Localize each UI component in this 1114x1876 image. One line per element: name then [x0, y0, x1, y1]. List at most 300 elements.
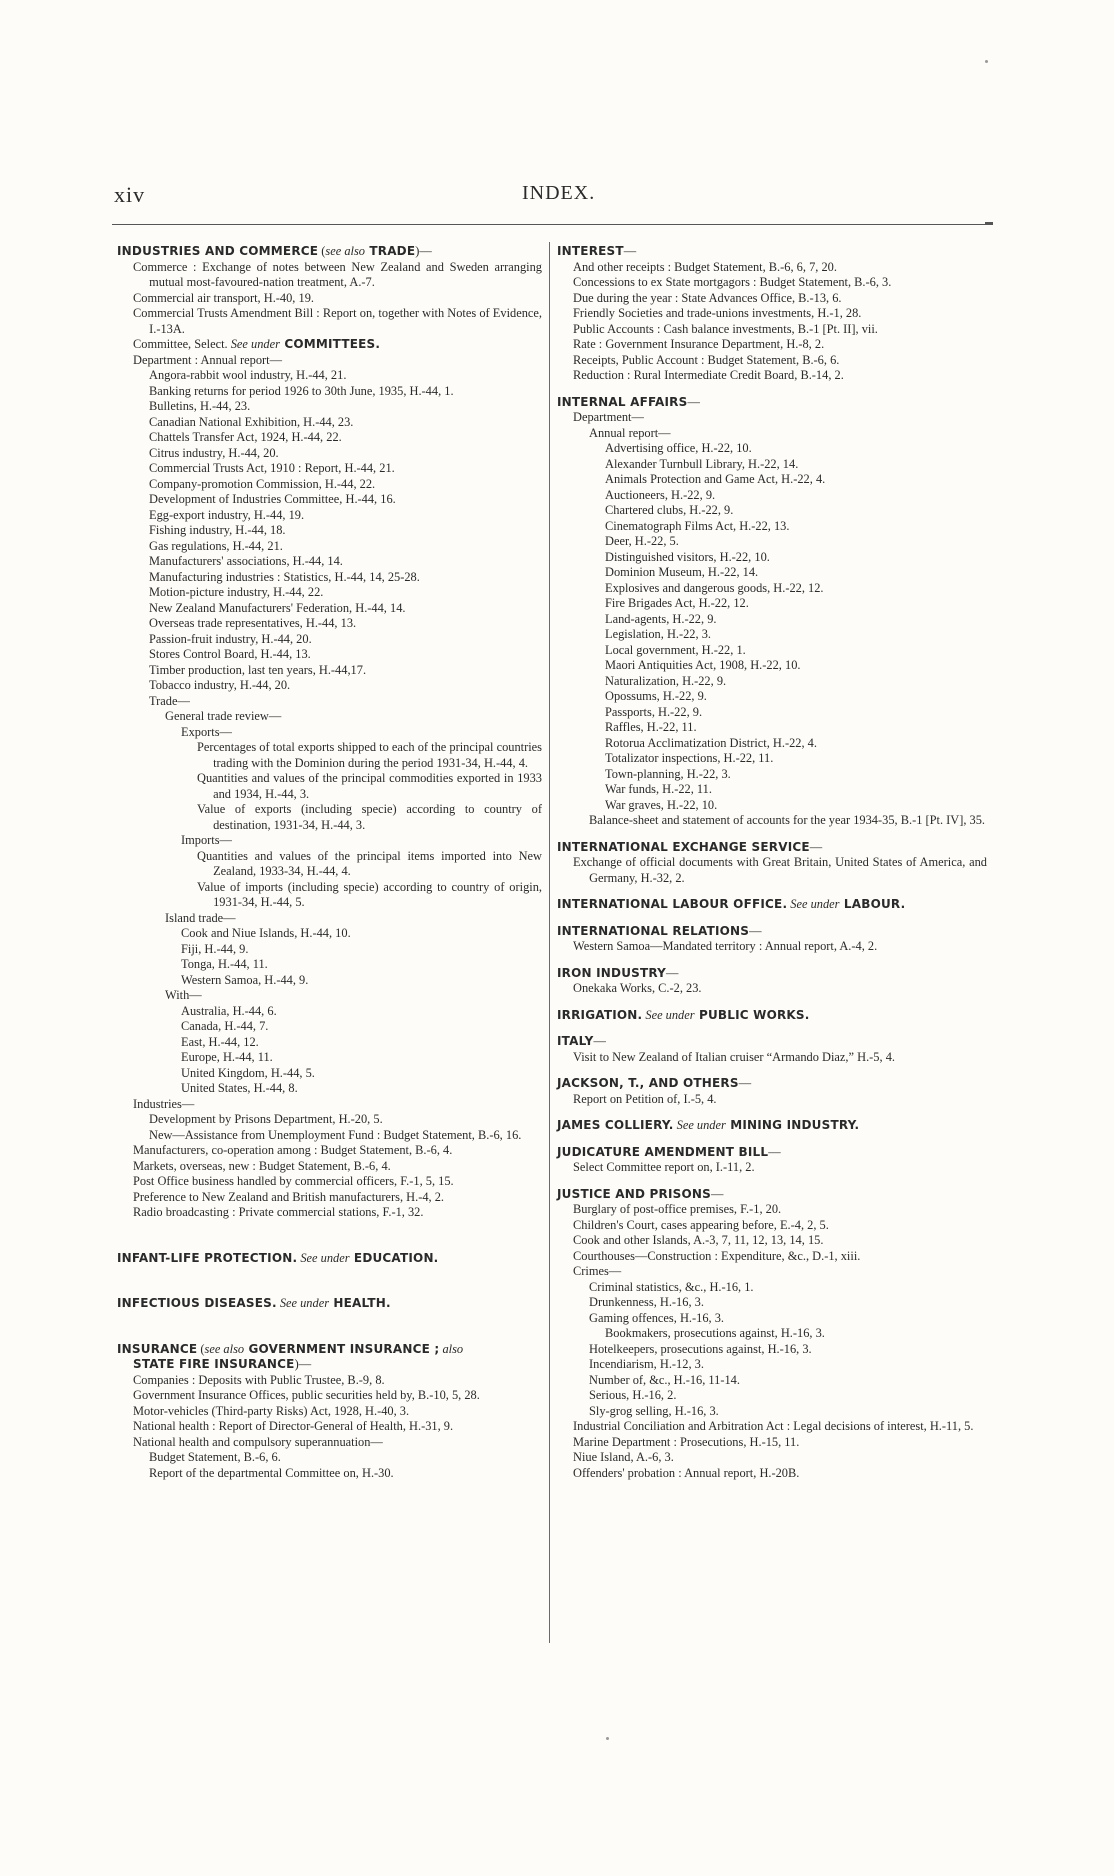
sub-entry	[573, 1160, 987, 1176]
sub-entry	[605, 488, 987, 504]
sub-entry-text: Development of Industries Committee, H.-44, 16.	[149, 492, 396, 506]
sub-entry	[181, 1050, 542, 1066]
sub-entry-text: Value of imports (including specie) according to country of origin, 1931-34, H.-44, 5.	[197, 879, 542, 909]
sub-entry	[149, 384, 542, 400]
sub-entry-text: Onekaka Works, C.-2, 23.	[573, 981, 702, 995]
sub-entry	[605, 751, 987, 767]
sub-entry	[589, 1280, 987, 1296]
sub-entry	[589, 1342, 987, 1358]
cross-ref-heading: TRADE	[364, 244, 416, 258]
heading-text: IRRIGATION.	[557, 1007, 643, 1022]
sub-entry	[573, 1202, 987, 1218]
sub-entry-text: Preference to New Zealand and British manufacturers, H.-4, 2.	[133, 1189, 445, 1204]
sub-entry-text: War funds, H.-22, 11.	[605, 782, 712, 796]
sub-entry	[573, 1233, 987, 1249]
sub-entry-text: Number of, &c., H.-16, 11-14.	[589, 1372, 740, 1387]
sub-entry	[181, 1081, 542, 1097]
index-entry	[557, 1034, 987, 1065]
paper-speck	[985, 60, 988, 63]
sub-entry-text: Motor-vehicles (Third-party Risks) Act, 1928, H.-40, 3.	[133, 1403, 410, 1418]
sub-entry	[573, 337, 987, 353]
sub-entry-text: Chartered clubs, H.-22, 9.	[605, 503, 734, 517]
sub-entry-text: Totalizator inspections, H.-22, 11.	[605, 751, 774, 765]
heading-text: ITALY	[557, 1034, 594, 1048]
index-entry	[117, 244, 542, 1221]
sub-entry-text: Rotorua Acclimatization District, H.-22, 4.	[605, 735, 817, 750]
sub-entry	[605, 705, 987, 721]
sub-entry-text: Egg-export industry, H.-44, 19.	[149, 507, 305, 522]
sub-entry-text: Companies : Deposits with Public Trustee, B.-9, 8.	[133, 1372, 385, 1387]
sub-entry	[149, 1466, 542, 1482]
sub-entry-text: Timber production, last ten years, H.-44,17.	[149, 662, 367, 677]
sub-entry	[605, 441, 987, 457]
sub-entry	[573, 1092, 987, 1108]
sub-entry-text: Deer, H.-22, 5.	[605, 534, 679, 548]
sub-entry-text: Distinguished visitors, H.-22, 10.	[605, 549, 770, 564]
sub-entry	[149, 477, 542, 493]
sub-entry	[149, 554, 542, 570]
sub-entry-text: Radio broadcasting : Private commercial stations, F.-1, 32.	[133, 1205, 424, 1219]
sub-entry	[605, 767, 987, 783]
sub-entry	[149, 461, 542, 477]
sub-entry	[197, 771, 542, 802]
sub-entry	[165, 911, 542, 927]
sub-entry	[149, 399, 542, 415]
sub-entry-text: Due during the year : State Advances Office, B.-13, 6.	[573, 290, 842, 305]
sub-entry	[573, 1450, 987, 1466]
sub-entry	[573, 306, 987, 322]
sub-entry-text: Incendiarism, H.-12, 3.	[589, 1357, 704, 1371]
entry-heading	[557, 395, 987, 411]
sub-entry	[181, 1035, 542, 1051]
sub-entry	[573, 939, 987, 955]
sub-entry	[605, 596, 987, 612]
sub-entry-text: Annual report—	[589, 425, 671, 440]
heading-dash: —	[666, 965, 679, 980]
sub-entry	[149, 632, 542, 648]
index-entry	[557, 1145, 987, 1176]
sub-entry-text: Trade—	[149, 693, 190, 708]
sub-entry	[589, 1404, 987, 1420]
sub-entry-text: Commercial Trusts Act, 1910 : Report, H.-44, 21.	[149, 461, 395, 475]
sub-entry-text: Company-promotion Commission, H.-44, 22.	[149, 476, 376, 491]
sub-entry-text: Development by Prisons Department, H.-20, 5.	[149, 1112, 383, 1126]
heading-dash: —	[593, 1034, 606, 1048]
sub-entry-text: Fiji, H.-44, 9.	[181, 941, 249, 956]
cross-ref-heading: COMMITTEES.	[279, 337, 381, 351]
sub-entry-text: Opossums, H.-22, 9.	[605, 689, 707, 703]
sub-entry-text: Sly-grog selling, H.-16, 3.	[589, 1403, 719, 1418]
cross-ref-heading: STATE FIRE INSURANCE	[133, 1357, 295, 1371]
sub-entry-text: Citrus industry, H.-44, 20.	[149, 445, 279, 460]
column-divider	[549, 242, 550, 1643]
sub-entry	[573, 855, 987, 886]
sub-entry	[133, 1388, 542, 1404]
heading-paren: (	[197, 1341, 205, 1356]
sub-entry	[573, 1249, 987, 1265]
sub-entry-text: Australia, H.-44, 6.	[181, 1003, 277, 1018]
sub-entry	[573, 353, 987, 369]
header-rule	[112, 224, 992, 225]
sub-entry-text: Report on Petition of, I.-5, 4.	[573, 1091, 717, 1106]
sub-entry	[181, 1019, 542, 1035]
sub-entry-text: Legislation, H.-22, 3.	[605, 627, 711, 641]
sub-entry-text: Banking returns for period 1926 to 30th June, 1935, H.-44, 1.	[149, 383, 454, 398]
sub-entry-text: Bookmakers, prosecutions against, H.-16, 3.	[605, 1326, 825, 1340]
sub-entry-text: And other receipts : Budget Statement, B.-6, 6, 7, 20.	[573, 259, 837, 274]
sub-entry	[149, 415, 542, 431]
entry-heading	[557, 924, 987, 940]
index-entry	[557, 966, 987, 997]
sub-entry	[133, 353, 542, 369]
sub-entry	[589, 1295, 987, 1311]
sub-entry	[573, 1466, 987, 1482]
sub-entry-text: Concessions to ex State mortgagors : Budget Statement, B.-6, 3.	[573, 275, 892, 289]
sub-entry-text: Visit to New Zealand of Italian cruiser “Armando Diaz,” H.-5, 4.	[573, 1049, 895, 1064]
sub-entry	[573, 1264, 987, 1280]
sub-entry	[181, 942, 542, 958]
sub-entry	[149, 368, 542, 384]
sub-entry	[605, 612, 987, 628]
sub-entry-text: Commerce : Exchange of notes between New Zealand and Sweden arranging mutual most-favoured-nation treatment, A.-7.	[133, 259, 542, 289]
sub-entry	[133, 1174, 542, 1190]
sub-entry	[181, 1004, 542, 1020]
sub-entry	[149, 601, 542, 617]
sub-entry	[605, 519, 987, 535]
sub-entry-text: Reduction : Rural Intermediate Credit Board, B.-14, 2.	[573, 368, 844, 382]
sub-entry-text: Overseas trade representatives, H.-44, 13.	[149, 616, 357, 630]
sub-entry	[605, 565, 987, 581]
cross-ref-heading: GOVERNMENT INSURANCE ;	[244, 1341, 440, 1356]
sub-entry-text: Fire Brigades Act, H.-22, 12.	[605, 596, 749, 610]
sub-entry-text: National health : Report of Director-General of Health, H.-31, 9.	[133, 1419, 454, 1433]
sub-entry-text: Stores Control Board, H.-44, 13.	[149, 647, 311, 661]
sub-entry-text: Exports—	[181, 724, 232, 739]
sub-entry-text: General trade review—	[165, 709, 282, 723]
index-entry	[557, 1008, 987, 1024]
heading-dash: —	[809, 839, 823, 854]
index-column-left	[117, 244, 542, 1492]
sub-entry	[133, 1419, 542, 1435]
sub-entry	[149, 694, 542, 710]
entry-heading-continued	[133, 1357, 542, 1373]
page-title: INDEX.	[522, 182, 596, 204]
sub-entry-text: Gas regulations, H.-44, 21.	[149, 538, 283, 553]
sub-entry-text: Raffles, H.-22, 11.	[605, 720, 697, 734]
index-entry	[117, 1342, 542, 1482]
sub-entry-text: Commercial air transport, H.-40, 19.	[133, 290, 314, 305]
sub-entry-text: Manufacturers' associations, H.-44, 14.	[149, 554, 343, 568]
sub-entry-text: Budget Statement, B.-6, 6.	[149, 1450, 281, 1464]
sub-entry	[589, 1388, 987, 1404]
heading-text: INTEREST	[557, 244, 624, 258]
sub-entry	[133, 1435, 542, 1451]
heading-text: IRON INDUSTRY	[557, 965, 667, 980]
sub-entry-text: Cinematograph Films Act, H.-22, 13.	[605, 518, 790, 533]
entry-heading	[557, 966, 987, 982]
sub-entry	[605, 782, 987, 798]
index-entry	[557, 1187, 987, 1482]
heading-text: INTERNATIONAL EXCHANGE SERVICE	[557, 839, 810, 854]
index-entry	[557, 840, 987, 887]
cross-ref-label: see also	[204, 1341, 245, 1356]
cross-ref-heading: LABOUR.	[839, 897, 906, 911]
sub-entry-text: Imports—	[181, 833, 232, 847]
heading-text: JUSTICE AND PRISONS	[557, 1186, 711, 1201]
entry-heading	[117, 244, 542, 260]
sub-entry	[149, 430, 542, 446]
sub-entry	[149, 585, 542, 601]
index-entry	[557, 1076, 987, 1107]
sub-entry-text: Value of exports (including specie) according to country of destination, 1931-34, H.-44, 3.	[197, 802, 542, 832]
heading-text: INFECTIOUS DISEASES.	[117, 1296, 277, 1310]
index-entry	[557, 897, 987, 913]
sub-entry-text: Marine Department : Prosecutions, H.-15, 11.	[573, 1434, 800, 1449]
sub-entry-text: Rate : Government Insurance Department, H.-8, 2.	[573, 337, 825, 351]
heading-dash: —	[710, 1186, 724, 1201]
sub-entry-text: Animals Protection and Game Act, H.-22, 4.	[605, 472, 826, 486]
page-number: xiv	[114, 182, 146, 207]
sub-entry	[149, 1112, 542, 1128]
sub-entry	[589, 813, 987, 829]
sub-entry	[573, 322, 987, 338]
entry-heading	[117, 1251, 542, 1267]
sub-entry	[133, 260, 542, 291]
sub-entry	[149, 663, 542, 679]
heading-text: INTERNAL AFFAIRS	[557, 394, 688, 409]
cross-ref-label: See under	[297, 1250, 350, 1265]
entry-heading	[557, 840, 987, 856]
index-column-right	[557, 244, 987, 1492]
sub-entry-text: National health and compulsory superannuation—	[133, 1434, 383, 1449]
header-rule-end	[985, 222, 993, 225]
sub-entry	[133, 1159, 542, 1175]
sub-entry	[605, 674, 987, 690]
heading-dash: )—	[294, 1357, 312, 1371]
sub-entry	[573, 368, 987, 384]
sub-entry-text: Balance-sheet and statement of accounts for the year 1934-35, B.-1 [Pt. IV], 35.	[589, 813, 986, 827]
entry-heading	[557, 1118, 987, 1134]
heading-text: INDUSTRIES AND COMMERCE	[117, 244, 319, 258]
sub-entry	[149, 508, 542, 524]
sub-entry	[573, 1218, 987, 1234]
sub-entry-text: With—	[165, 988, 202, 1002]
index-entry	[557, 395, 987, 829]
heading-dash: —	[687, 394, 700, 409]
sub-entry	[605, 534, 987, 550]
sub-entry	[589, 1357, 987, 1373]
sub-entry	[573, 410, 987, 426]
cross-ref-label: see also	[325, 244, 365, 258]
sub-entry-text: Manufacturers, co-operation among : Budget Statement, B.-6, 4.	[133, 1143, 453, 1157]
sub-entry-text: Cook and other Islands, A.-3, 7, 11, 12, 13, 14, 15.	[573, 1233, 824, 1247]
sub-entry-text: Drunkenness, H.-16, 3.	[589, 1295, 704, 1309]
cross-ref-label: See under	[276, 1296, 330, 1310]
sub-entry-text: Friendly Societies and trade-unions investments, H.-1, 28.	[573, 306, 862, 320]
sub-entry	[149, 492, 542, 508]
sub-entry	[589, 426, 987, 442]
sub-entry	[589, 1311, 987, 1327]
sub-entry-text: Canadian National Exhibition, H.-44, 23.	[149, 414, 354, 429]
sub-entry	[605, 550, 987, 566]
sub-entry	[573, 1050, 987, 1066]
entry-heading	[557, 1187, 987, 1203]
sub-entry-text: Explosives and dangerous goods, H.-22, 12.	[605, 580, 824, 595]
entry-heading	[557, 1145, 987, 1161]
sub-entry-text: Quantities and values of the principal commodities exported in 1933 and 1934, H.-44, 3.	[197, 771, 542, 801]
sub-entry	[197, 802, 542, 833]
sub-entry-text: Manufacturing industries : Statistics, H.-44, 14, 25-28.	[149, 569, 420, 584]
sub-entry-text: Western Samoa, H.-44, 9.	[181, 972, 309, 987]
sub-entry	[149, 523, 542, 539]
sub-entry-text: United States, H.-44, 8.	[181, 1081, 298, 1095]
index-entry	[557, 244, 987, 384]
sub-entry-text: Public Accounts : Cash balance investments, B.-1 [Pt. II], vii.	[573, 321, 878, 336]
sub-entry	[605, 457, 987, 473]
sub-entry	[605, 798, 987, 814]
sub-entry-text: Angora-rabbit wool industry, H.-44, 21.	[149, 368, 347, 382]
sub-entry	[133, 1190, 542, 1206]
entry-heading	[117, 1342, 542, 1358]
sub-entry	[605, 581, 987, 597]
heading-text: JACKSON, T., AND OTHERS	[557, 1076, 739, 1090]
sub-entry-text: Fishing industry, H.-44, 18.	[149, 523, 286, 537]
cross-ref-label: See under	[787, 897, 840, 911]
sub-entry-text: New Zealand Manufacturers' Federation, H.-44, 14.	[149, 600, 406, 615]
sub-entry	[165, 988, 542, 1004]
cross-ref-heading: MINING INDUSTRY.	[725, 1118, 860, 1132]
sub-entry	[181, 973, 542, 989]
heading-text: INFANT-LIFE PROTECTION.	[117, 1250, 298, 1265]
sub-entry	[589, 1373, 987, 1389]
sub-entry	[573, 260, 987, 276]
sub-entry	[181, 957, 542, 973]
sub-entry-text: Serious, H.-16, 2.	[589, 1388, 677, 1402]
sub-entry-text: Department : Annual report—	[133, 352, 282, 367]
sub-entry-text: Gaming offences, H.-16, 3.	[589, 1310, 725, 1325]
sub-entry-text: Criminal statistics, &c., H.-16, 1.	[589, 1279, 754, 1294]
entry-heading	[557, 1034, 987, 1050]
sub-entry-text: Offenders' probation : Annual report, H.-20B.	[573, 1465, 800, 1480]
sub-entry-text: Markets, overseas, new : Budget Statement, B.-6, 4.	[133, 1158, 391, 1173]
sub-entry-text: Tonga, H.-44, 11.	[181, 957, 268, 971]
sub-entry	[133, 1097, 542, 1113]
sub-entry-text: New—Assistance from Unemployment Fund : Budget Statement, B.-6, 16.	[149, 1127, 522, 1142]
index-entry	[117, 1251, 542, 1267]
sub-entry	[197, 740, 542, 771]
sub-entry	[605, 503, 987, 519]
sub-entry-text: Passion-fruit industry, H.-44, 20.	[149, 631, 312, 646]
heading-text: JAMES COLLIERY.	[557, 1118, 674, 1132]
sub-entry-text: Maori Antiquities Act, 1908, H.-22, 10.	[605, 658, 801, 672]
cross-ref-heading: EDUCATION.	[349, 1250, 439, 1265]
sub-entry-text: Government Insurance Offices, public securities held by, B.-10, 5, 28.	[133, 1388, 480, 1402]
sub-entry-text: Land-agents, H.-22, 9.	[605, 611, 717, 626]
sub-entry	[149, 678, 542, 694]
sub-entry-text: Europe, H.-44, 11.	[181, 1050, 273, 1064]
sub-entry	[133, 306, 542, 337]
sub-entry	[149, 1450, 542, 1466]
sub-entry-text: Island trade—	[165, 910, 236, 925]
sub-entry-text: Naturalization, H.-22, 9.	[605, 673, 727, 688]
sub-entry	[149, 616, 542, 632]
heading-text: INSURANCE	[117, 1341, 198, 1356]
sub-entry	[133, 1404, 542, 1420]
sub-entry-text: Alexander Turnbull Library, H.-22, 14.	[605, 456, 799, 471]
sub-entry	[573, 981, 987, 997]
heading-dash: —	[768, 1144, 781, 1159]
sub-entry-text: Passports, H.-22, 9.	[605, 704, 703, 719]
sub-entry	[573, 275, 987, 291]
heading-dash: —	[623, 244, 637, 258]
cross-ref-label: See under	[230, 337, 280, 351]
sub-entry	[605, 643, 987, 659]
sub-entry	[605, 689, 987, 705]
sub-entry-text: Local government, H.-22, 1.	[605, 642, 746, 657]
cross-ref-label: See under	[642, 1007, 695, 1022]
sub-entry	[133, 1373, 542, 1389]
sub-entry-text: Quantities and values of the principal items imported into New Zealand, 1933-34, H.-44, 4.	[197, 848, 542, 878]
sub-entry-text: Committee, Select.	[133, 337, 231, 351]
entry-heading	[557, 897, 987, 913]
sub-entry-text: Burglary of post-office premises, F.-1, 20.	[573, 1202, 782, 1216]
sub-entry	[573, 291, 987, 307]
entry-heading	[117, 1296, 542, 1312]
sub-entry	[133, 1205, 542, 1221]
sub-entry	[605, 1326, 987, 1342]
sub-entry	[149, 570, 542, 586]
heading-dash: —	[749, 923, 762, 938]
sub-entry-text: Industrial Conciliation and Arbitration Act : Legal decisions of interest, H.-11, 5.	[573, 1419, 974, 1433]
entry-heading	[557, 1076, 987, 1092]
sub-entry-text: Western Samoa—Mandated territory : Annual report, A.-4, 2.	[573, 939, 878, 953]
heading-text: INTERNATIONAL RELATIONS	[557, 923, 750, 938]
sub-entry-text: Commercial Trusts Amendment Bill : Report on, together with Notes of Evidence, I.-13A.	[133, 306, 542, 336]
sub-entry-text: Advertising office, H.-22, 10.	[605, 441, 752, 455]
sub-entry-text: United Kingdom, H.-44, 5.	[181, 1065, 315, 1080]
sub-entry	[133, 337, 542, 353]
sub-entry-text: Auctioneers, H.-22, 9.	[605, 487, 716, 502]
sub-entry-text: Tobacco industry, H.-44, 20.	[149, 678, 291, 692]
sub-entry-text: Children's Court, cases appearing before, E.-4, 2, 5.	[573, 1217, 829, 1232]
heading-dash: —	[738, 1076, 752, 1090]
sub-entry	[605, 627, 987, 643]
sub-entry	[197, 880, 542, 911]
sub-entry-text: Department—	[573, 410, 644, 424]
sub-entry-text: Bulletins, H.-44, 23.	[149, 399, 251, 413]
sub-entry	[605, 472, 987, 488]
sub-entry	[133, 291, 542, 307]
sub-entry	[181, 725, 542, 741]
sub-entry-text: Select Committee report on, I.-11, 2.	[573, 1160, 755, 1174]
cross-ref-heading: HEALTH.	[329, 1296, 391, 1310]
sub-entry	[149, 539, 542, 555]
heading-paren: (	[318, 244, 326, 258]
cross-ref-label: also	[439, 1341, 464, 1356]
sub-entry-text: Post Office business handled by commercial officers, F.-1, 5, 15.	[133, 1174, 454, 1188]
sub-entry	[573, 1419, 987, 1435]
index-entry	[557, 924, 987, 955]
sub-entry	[181, 1066, 542, 1082]
sub-entry-text: Dominion Museum, H.-22, 14.	[605, 565, 759, 579]
sub-entry-text: Niue Island, A.-6, 3.	[573, 1450, 674, 1464]
sub-entry	[181, 926, 542, 942]
sub-entry	[605, 658, 987, 674]
index-entry	[557, 1118, 987, 1134]
sub-entry	[149, 1128, 542, 1144]
heading-text: JUDICATURE AMENDMENT BILL	[557, 1144, 769, 1159]
index-entry	[117, 1296, 542, 1312]
